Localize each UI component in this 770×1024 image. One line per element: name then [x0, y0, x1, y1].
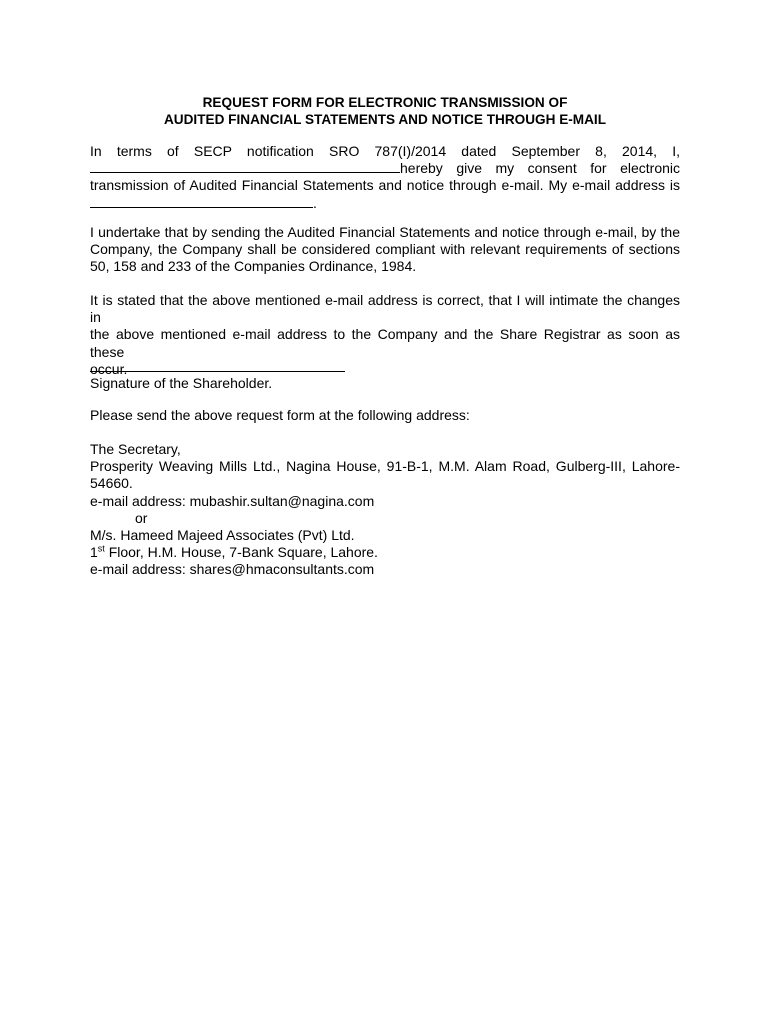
signature-block — [90, 375, 680, 392]
consent-line-4 — [90, 195, 680, 212]
statement-line-1: It is stated that the above mentioned e-mail address is correct, that I will intimate the changes in — [90, 292, 680, 326]
or-separator: or — [135, 509, 148, 526]
signature-label: Signature of the Shareholder. — [90, 375, 273, 391]
consent-line-1: In terms of SECP notification SRO 787(I)/2014 dated September 8, 2014, I, — [90, 143, 680, 159]
undertaking-line-3: 50, 158 and 233 of the Companies Ordinance, 1984. — [90, 258, 417, 275]
signature-line — [90, 371, 345, 372]
registrar-address-rest: Floor, H.M. House, 7-Bank Square, Lahore. — [104, 544, 378, 561]
floor-number: 1 — [90, 544, 98, 561]
recipient: The Secretary, — [90, 441, 181, 457]
floor-ordinal: st — [97, 543, 105, 554]
statement-line-3: occur. — [90, 360, 128, 377]
send-instruction-text: Please send the above request form at the following address: — [90, 407, 470, 423]
address-block — [90, 441, 680, 579]
company-address-line-1: Prosperity Weaving Mills Ltd., Nagina House, 91-B-1, M.M. Alam Road, Gulberg-III, Lahore- — [90, 458, 680, 475]
registrar-name: M/s. Hameed Majeed Associates (Pvt) Ltd. — [90, 527, 355, 544]
statement-paragraph — [90, 292, 680, 378]
registrar-email: e-mail address: shares@hmaconsultants.com — [90, 561, 375, 578]
send-instruction — [90, 407, 680, 424]
title-line-2: AUDITED FINANCIAL STATEMENTS AND NOTICE THROUGH E-MAIL — [163, 112, 607, 127]
consent-line-4-end: . — [313, 194, 317, 211]
email-blank — [90, 195, 313, 208]
consent-line-3: transmission of Audited Financial Statements and notice through e-mail. My e-mail address is — [90, 177, 680, 194]
company-email: e-mail address: mubashir.sultan@nagina.com — [90, 492, 375, 509]
undertaking-line-1: I undertake that by sending the Audited Financial Statements and notice through e-mail, by the — [90, 224, 680, 240]
registrar-address — [90, 544, 680, 561]
consent-line-2-text: hereby give my consent for electronic — [400, 160, 680, 177]
form-title — [90, 94, 680, 128]
title-line-1: REQUEST FORM FOR ELECTRONIC TRANSMISSION OF — [202, 95, 568, 110]
consent-paragraph — [90, 143, 680, 212]
consent-line-2 — [90, 160, 680, 177]
undertaking-paragraph — [90, 224, 680, 276]
name-blank — [90, 160, 400, 173]
statement-line-2: the above mentioned e-mail address to the Company and the Share Registrar as soon as these — [90, 326, 680, 360]
company-address-line-2: 54660. — [90, 475, 133, 492]
undertaking-line-2: Company, the Company shall be considered compliant with relevant requirements of sections — [90, 241, 680, 258]
